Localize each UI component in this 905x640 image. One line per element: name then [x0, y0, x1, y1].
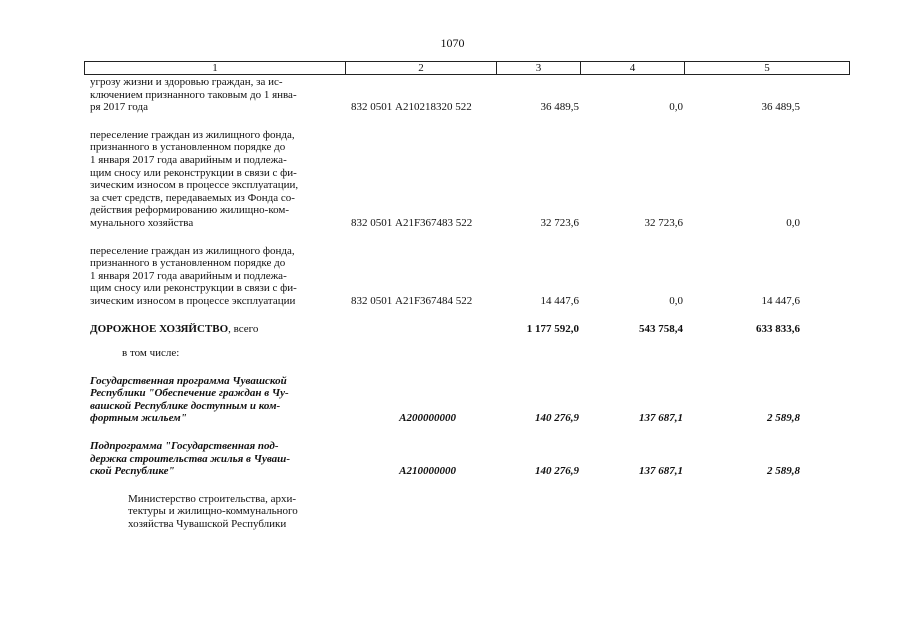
row-value-col3: 140 276,9 [535, 412, 579, 425]
text-line: действия реформированию жилищно-ком- [90, 204, 290, 217]
table-row [84, 129, 850, 230]
table-row [84, 245, 850, 308]
subprogram-title [84, 440, 345, 478]
row-value-col5: 36 489,5 [761, 101, 800, 114]
page-number: 1070 [440, 36, 465, 50]
row-code: А200000000 [399, 412, 456, 425]
row-value-col4: 0,0 [669, 294, 683, 307]
row-value-col3: 14 447,6 [540, 294, 579, 307]
table-row-subprogram [84, 440, 850, 478]
row-value-col4: 0,0 [669, 101, 683, 114]
row-value-col4: 137 687,1 [639, 465, 683, 478]
text-line: ской Республике" [90, 465, 175, 478]
text-line: Министерство строительства, архи- [128, 492, 297, 505]
row-value-col3: 1 177 592,0 [526, 322, 579, 335]
table-row [84, 76, 850, 114]
text-line: держка строительства жилья в Чуваш- [90, 452, 290, 465]
text-line: за счет средств, передаваемых из Фонда со- [90, 191, 295, 204]
row-code: А210000000 [399, 465, 456, 478]
header-col-1: 1 [85, 62, 346, 74]
row-value-col4: 32 723,6 [644, 216, 683, 229]
row-value-col5: 633 833,6 [756, 322, 800, 335]
table-row-ministry [84, 493, 850, 531]
text-line: мунального хозяйства [90, 216, 194, 229]
row-value-col5: 2 589,8 [767, 412, 800, 425]
text-line: ключением признанного таковым до 1 янва- [90, 88, 297, 101]
text-line: переселение граждан из жилищного фонда, [90, 128, 295, 141]
text-line: фортным жильем" [90, 412, 187, 425]
header-col-4: 4 [581, 62, 685, 74]
section-title [84, 323, 345, 336]
text-line: ря 2017 года [90, 101, 148, 114]
text-line: зическим износом в процессе эксплуатации [90, 294, 296, 307]
row-value-col5: 2 589,8 [767, 465, 800, 478]
text-line: щим сносу или реконструкции в связи с фи- [90, 166, 297, 179]
text-line: хозяйства Чувашской Республики [128, 518, 287, 531]
table-row [84, 347, 850, 360]
section-title-bold: ДОРОЖНОЕ ХОЗЯЙСТВО [90, 322, 229, 335]
program-title [84, 375, 345, 425]
section-title-rest: , всего [228, 322, 259, 335]
text-line: 1 января 2017 года аварийным и подлежа- [90, 269, 287, 282]
row-value-col3: 36 489,5 [540, 101, 579, 114]
row-code: 832 0501 А210218320 522 [351, 101, 472, 114]
row-value-col5: 0,0 [786, 216, 800, 229]
row-value-col4: 543 758,4 [639, 322, 683, 335]
text-line: зическим износом в процессе эксплуатации, [90, 179, 299, 192]
text-line: переселение граждан из жилищного фонда, [90, 244, 295, 257]
row-value-col4: 137 687,1 [639, 412, 683, 425]
table-row-program [84, 375, 850, 425]
row-value-col5: 14 447,6 [761, 294, 800, 307]
row-value-col3: 140 276,9 [535, 465, 579, 478]
text-line: тектуры и жилищно-коммунального [128, 505, 298, 518]
row-code: 832 0501 А21F367483 522 [351, 216, 473, 229]
including-label: в том числе: [122, 347, 180, 360]
text-line: признанного в установленном порядке до [90, 257, 286, 270]
text-line: Республики "Обеспечение граждан в Чу- [90, 387, 289, 400]
table-row-section-total [84, 323, 850, 336]
row-description [84, 76, 345, 114]
header-col-5: 5 [764, 62, 770, 74]
text-line: признанного в установленном порядке до [90, 141, 286, 154]
text-line: угрозу жизни и здоровью граждан, за ис- [90, 76, 283, 88]
text-line: Подпрограмма "Государственная под- [90, 440, 279, 453]
table-body [84, 76, 850, 531]
text-line: Государственная программа Чувашской [90, 374, 287, 387]
row-value-col3: 32 723,6 [540, 216, 579, 229]
table-header-row [84, 61, 850, 75]
text-line: 1 января 2017 года аварийным и подлежа- [90, 153, 287, 166]
row-description [84, 245, 345, 308]
ministry-title [84, 493, 345, 531]
header-col-3: 3 [497, 62, 581, 74]
row-code: 832 0501 А21F367484 522 [351, 294, 473, 307]
header-col-2: 2 [346, 62, 497, 74]
text-line: щим сносу или реконструкции в связи с фи- [90, 282, 297, 295]
row-description [84, 129, 345, 230]
text-line: вашской Республике доступным и ком- [90, 399, 281, 412]
